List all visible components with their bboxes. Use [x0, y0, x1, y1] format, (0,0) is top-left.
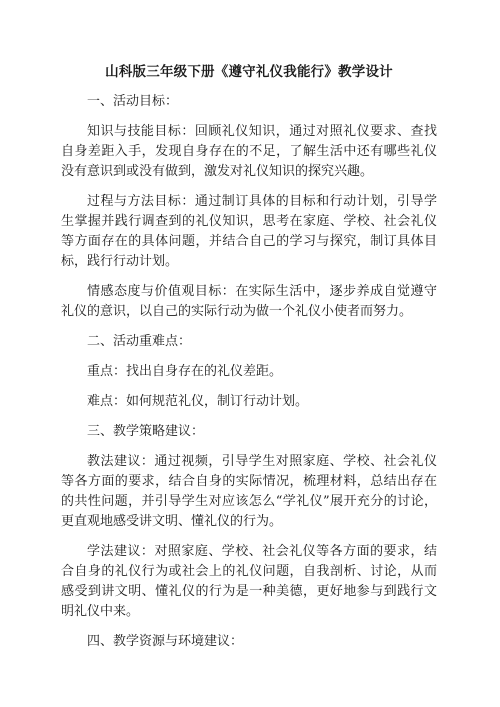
paragraph-key-point: 重点：找出自身存在的礼仪差距。 [87, 364, 283, 379]
document-page [61, 62, 437, 662]
paragraph-attitude-value-goal: 情感态度与价值观目标：在实际生活中，逐步养成自觉遵守礼仪的意识，以自己的实际行动为做一个礼仪小使者而努力。 [61, 284, 437, 319]
section-heading: 二、活动重难点： [87, 334, 192, 349]
section-teaching-strategy [61, 422, 437, 622]
section-heading: 三、教学策略建议： [87, 424, 205, 439]
paragraph-teaching-method: 教法建议：通过视频，引导学生对照家庭、学校、社会礼仪等各方面的要求，结合自身的实际情况，梳理材料，总结出存在的共性问题，并引导学生对应该怎么“学礼仪”展开充分的讨论，更直观地感受讲文明、懂礼仪的行为。 [61, 454, 437, 529]
section-key-points [61, 332, 437, 412]
section-heading: 一、活动目标： [87, 94, 179, 109]
section-objectives [61, 92, 437, 322]
paragraph-difficult-point: 难点：如何规范礼仪，制订行动计划。 [87, 394, 309, 409]
paragraph-knowledge-skill-goal: 知识与技能目标：回顾礼仪知识，通过对照礼仪要求、查找自身差距入手，发现自身存在的不足，了解生活中还有哪些礼仪没有意识到或没有做到，激发对礼仪知识的探究兴趣。 [61, 124, 437, 179]
paragraph-process-method-goal: 过程与方法目标：通过制订具体的目标和行动计划，引导学生掌握并践行调查到的礼仪知识，思考在家庭、学校、社会礼仪等方面存在的具体问题，并结合自己的学习与探究，制订具体目标，践行行动计划。 [61, 194, 437, 269]
document-title: 山科版三年级下册《遵守礼仪我能行》教学设计 [105, 64, 393, 80]
section-heading: 四、教学资源与环境建议： [87, 634, 244, 649]
paragraph-learning-method: 学法建议：对照家庭、学校、社会礼仪等各方面的要求，结合自身的礼仪行为或社会上的礼仪问题，自我剖析、讨论，从而感受到讲文明、懂礼仪的行为是一种美德，更好地参与到践行文明礼仪中来。 [61, 544, 437, 619]
section-resources [61, 632, 437, 652]
